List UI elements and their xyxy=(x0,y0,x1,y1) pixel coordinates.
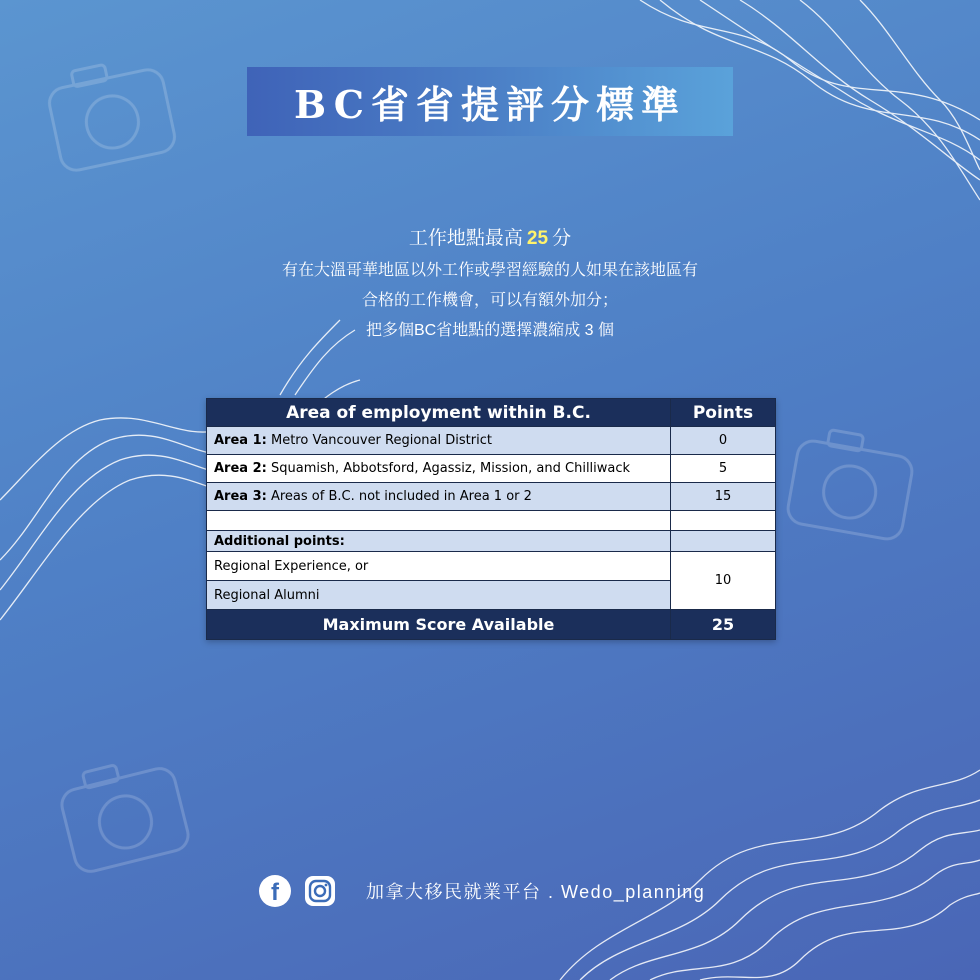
area-cell xyxy=(207,455,671,483)
area-cell xyxy=(207,427,671,455)
max-points-cell: 25 xyxy=(671,610,776,640)
table-row-additional xyxy=(207,531,776,552)
header-area: Area of employment within B.C. xyxy=(207,399,671,427)
headline-prefix: 工作地點最高 xyxy=(408,228,523,249)
headline-value: 25 xyxy=(526,228,549,249)
empty-cell xyxy=(207,511,671,531)
additional-label: Additional points: xyxy=(214,533,345,549)
table-row-empty xyxy=(207,511,776,531)
intro-line-2: 合格的工作機會，可以有額外加分； xyxy=(361,292,618,309)
intro-headline xyxy=(0,224,980,254)
max-label-cell: Maximum Score Available xyxy=(207,610,671,640)
table-row xyxy=(207,483,776,511)
area-text: Squamish, Abbotsford, Agassiz, Mission, and Chilliwack xyxy=(270,461,631,476)
additional-label-cell xyxy=(207,531,671,552)
table-row xyxy=(207,455,776,483)
page-title: BC省省提評分標準 xyxy=(293,82,687,127)
table-header-row xyxy=(207,399,776,427)
area-label: Area 3: xyxy=(214,489,267,504)
intro-text xyxy=(0,224,980,346)
area-text: Areas of B.C. not included in Area 1 or 2 xyxy=(270,489,532,504)
regional-alumni-cell: Regional Alumni xyxy=(207,581,671,610)
area-label: Area 1: xyxy=(214,433,267,448)
intro-line-1: 有在大溫哥華地區以外工作或學習經驗的人如果在該地區有 xyxy=(281,262,698,279)
footer xyxy=(0,875,980,911)
facebook-icon[interactable]: f xyxy=(259,875,291,907)
instagram-icon[interactable] xyxy=(304,875,336,907)
points-cell: 0 xyxy=(671,427,776,455)
area-text: Metro Vancouver Regional District xyxy=(270,433,492,448)
score-table xyxy=(206,398,776,640)
table-row-regional-experience xyxy=(207,552,776,581)
points-cell: 5 xyxy=(671,455,776,483)
empty-cell xyxy=(671,531,776,552)
intro-line-3: 把多個BC省地點的選擇濃縮成 3 個 xyxy=(365,322,615,339)
table-row-max xyxy=(207,610,776,640)
headline-suffix: 分 xyxy=(552,228,572,249)
empty-cell xyxy=(671,511,776,531)
title-banner xyxy=(247,67,733,136)
points-cell: 15 xyxy=(671,483,776,511)
header-points: Points xyxy=(671,399,776,427)
area-cell xyxy=(207,483,671,511)
footer-text: 加拿大移民就業平台 . Wedo_planning xyxy=(366,882,706,902)
area-label: Area 2: xyxy=(214,461,267,476)
regional-experience-cell: Regional Experience, or xyxy=(207,552,671,581)
table-row xyxy=(207,427,776,455)
additional-points-cell: 10 xyxy=(671,552,776,610)
